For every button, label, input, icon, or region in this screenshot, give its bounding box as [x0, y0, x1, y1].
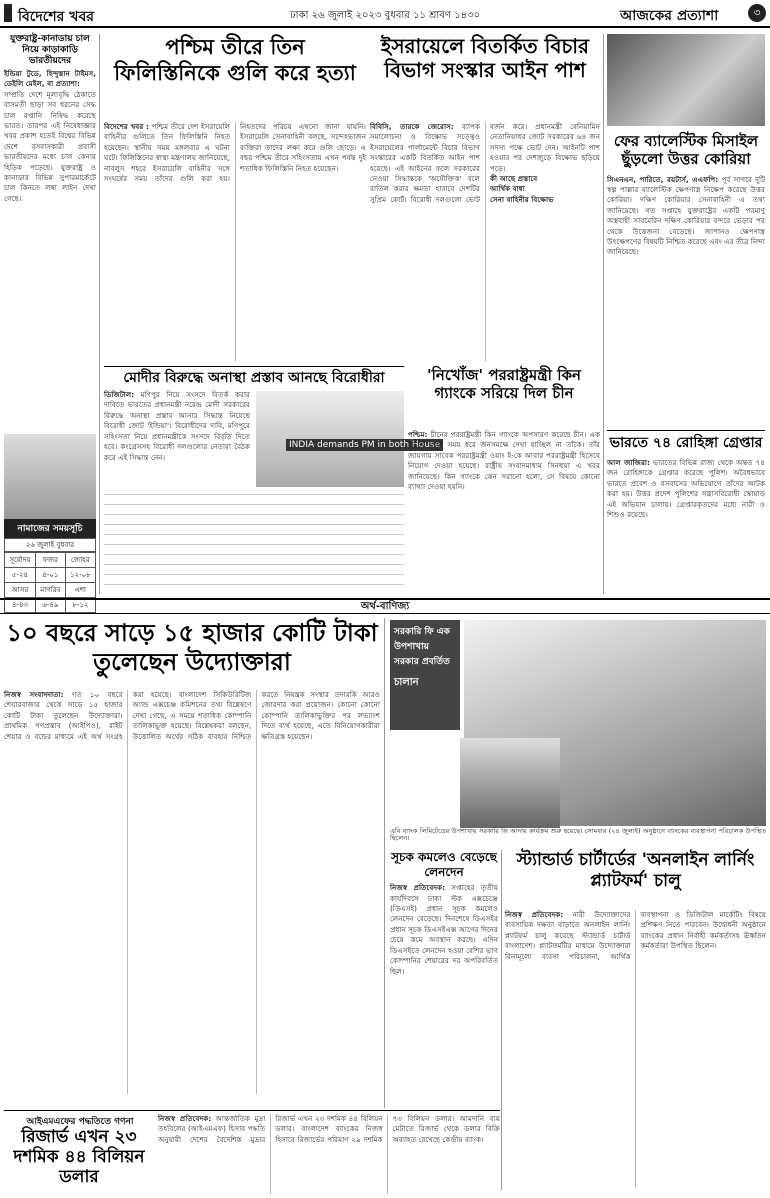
left-byline: ইন্ডিয়া টুডে, হিন্দুস্তান টাইমস, ডেইলি মেইল, বা প্রত্যাশা:	[4, 68, 96, 89]
prayer-time: ৪-৪৩	[5, 597, 36, 612]
story-dateline: বিদেশের খবর :	[104, 122, 149, 131]
story-rohingya	[607, 430, 765, 594]
prayer-time: ৬-৪৯	[35, 597, 65, 612]
story-dateline: পশ্চিম:	[408, 430, 428, 439]
story-dateline: নিজস্ব প্রতিবেদক:	[505, 910, 564, 919]
story-standard-chartered	[505, 850, 766, 1190]
section-bar	[0, 598, 770, 614]
prayer-time: ১২-০৮	[65, 567, 95, 582]
story-text: পূর্ব সাগরে দুটি স্বল্প পাল্লার ব্যালেস্টিক ক্ষেপণাস্ত্র নিক্ষেপ করেছে উত্তর কোরিয়া। দক্ষিণ কোরিয়ার সেনাবাহিনী এ তথ্য জানিয়েছে। গত সপ্তাহে যুক্তরাষ্ট্রের একটি পরমাণু অস্ত্রবাহী সাবমেরিন দক্ষিণ কোরিয়ার বন্দরে ভেড়ার পর থেকে উত্তেজনা বেড়েছে। জাপানও ক্ষেপণাস্ত্র উৎক্ষেপণের বিষয়টি নিশ্চিত করেছে এবং এর তীব্র নিন্দা জানিয়েছে।	[607, 174, 765, 257]
story-text: নারী উদ্যোক্তাদের ব্যবসায়িক দক্ষতা বাড়াতে অনলাইন লার্নিং প্ল্যাটফর্ম চালু করেছে স্ট্যান্ডার্ড চার্টার্ড বাংলাদেশ। প্ল্যাটফর্মটির মাধ্যমে উদ্যোক্তারা বিনামূল্যে ব্যবসা পরিচালনা, আর্থিক ব্যবস্থাপনা ও ডিজিটাল মার্কেটিং বিষয়ে প্রশিক্ষণ নিতে পারবেন। উদ্বোধনী অনুষ্ঠানে ব্যাংকের প্রধান নির্বাহী কর্মকর্তাসহ ঊর্ধ্বতন কর্মকর্তারা উপস্থিত ছিলেন।	[505, 910, 766, 961]
story-kicker: আইএমএফের পদ্ধতিতে গণনা	[26, 1117, 134, 1127]
story-body	[370, 122, 600, 362]
paper-name: আজকের প্রত্যাশা	[620, 8, 719, 24]
story-subhead: সেনা বাহিনীর বিক্ষোভ	[490, 194, 554, 204]
divider	[501, 850, 502, 1190]
tv-photo	[607, 34, 765, 126]
prayer-title: নামাজের সময়সূচি	[4, 519, 96, 538]
story-headline: মোদীর বিরুদ্ধে অনাস্থা প্রস্তাব আনছে বিরোধীরা	[123, 370, 385, 386]
story-headline: ফের ব্যালেস্টিক মিসাইল ছুঁড়লো উত্তর কোরিয়া	[613, 132, 759, 169]
story-body	[390, 883, 498, 1103]
prayer-date: ২৬ জুলাই বুধবার	[4, 538, 96, 552]
story-headline: স্ট্যান্ডার্ড চার্টার্ডের 'অনলাইন লার্নিং প্ল্যাটফর্ম' চালু	[516, 850, 755, 891]
photo-block	[390, 620, 766, 842]
page-number: ৩	[748, 4, 766, 22]
ad-line: সরকারি ফি এক	[394, 627, 450, 637]
story-body	[104, 122, 366, 362]
left-headline: যুক্তরাষ্ট্র-কানাডায় চাল নিয়ে কাড়াকাড়ি ভারতীয়দের	[10, 34, 90, 66]
left-body: সম্প্রতি দেশে মূল্যবৃদ্ধি ঠেকাতে বাসমতী ছাড়া সব ধরনের সেদ্ধ চাল রপ্তানি নিষিদ্ধ করেছে ভারত। তারপর এই নিষেধাজ্ঞার খবর প্রকাশ হতেই বিশ্বের বিভিন্ন দেশে বসবাসকারী প্রবাসী ভারতীয়দের মধ্যে চাল কেনার হিড়িক পড়েছে। যুক্তরাষ্ট্র ও কানাডার বিভিন্ন সুপারমার্কেটে চাল কিনতে লম্বা লাইন দেখা গেছে।	[4, 89, 96, 203]
ad-line: উপশাখায়	[394, 642, 429, 652]
dateline: ঢাকা ২৬ জুলাই ২০২৩ বুধবার ১১ শ্রাবণ ১৪৩০	[290, 10, 481, 21]
story-headline: 'নিখোঁজ' পররাষ্ট্রমন্ত্রী কিন গ্যাংকে সরিয়ে দিল চীন	[427, 366, 581, 403]
story-dateline: নিজস্ব প্রতিবেদক:	[158, 1114, 212, 1123]
story-dateline: নিজস্ব প্রতিবেদক:	[390, 883, 446, 893]
prayer-head: আসর	[5, 582, 36, 597]
story-headline: সূচক কমলেও বেড়েছে লেনদেন	[391, 850, 497, 879]
prayer-head: ফজর	[35, 552, 65, 567]
ad-brand: চালান	[394, 677, 419, 688]
story-headline: পশ্চিম তীরে তিন ফিলিস্তিনিকে গুলি করে হত্যা	[114, 34, 356, 85]
story-text: মণিপুর নিয়ে সংসদে বিতর্ক করার দাবিতে ভারতের প্রধানমন্ত্রী নরেন্দ্র মোদী সরকারের বিরুদ্ধে অনাস্থা প্রস্তাব আনার সিদ্ধান্ত নিয়েছে বিরোধী জোট 'ইন্ডিয়া'। বিরোধীদের দাবি, মণিপুরে সহিংসতা নিয়ে প্রধানমন্ত্রীকে সংসদে বিবৃতি দিতে হবে। কংগ্রেসসহ বিরোধী দলগুলোর নেতারা বৈঠক করে এই সিদ্ধান্ত নেন।	[104, 390, 250, 462]
story-body	[4, 690, 380, 1094]
story-dateline: সিএনএন, পারিতে, রয়টার্স, এএফপি:	[607, 174, 719, 184]
divider	[99, 34, 100, 594]
ad-line: সরকার প্রবর্তিত	[394, 657, 450, 667]
story-north-korea	[607, 34, 765, 429]
prayer-head: সূর্যোদয়	[5, 552, 36, 567]
photo-caption: এবি ব্যাংক লিমিটেডের উপশাখায় সরকারি ফি আদায় কার্যক্রম শুরু হয়েছে। সোমবার (২৪ জুলাই) অনুষ্ঠানে ব্যাংকের ব্যবস্থাপনা পরিচালক উপস্থিত ছিলেন।	[390, 827, 766, 842]
story-text: সপ্তাহের তৃতীয় কার্যদিবসে ঢাকা স্টক এক্সচেঞ্জে (ডিএসই) প্রধান সূচক কমলেও লেনদেন বেড়েছে। দিনশেষে ডিএসইর প্রধান সূচক ডিএসইএক্স আগের দিনের চেয়ে কমে অবস্থান করছে। এদিন ডিএসইতে লেনদেন হওয়া বেশির ভাগ কোম্পানির শেয়ারের দর অপরিবর্তিত ছিল।	[390, 883, 498, 976]
divider	[384, 618, 385, 1108]
prayer-head: মাগরিব	[35, 582, 65, 597]
story-west-bank	[104, 34, 366, 364]
story-headline: রিজার্ভ এখন ২৩ দশমিক ৪৪ বিলিয়ন ডলার	[13, 1127, 145, 1187]
left-column	[4, 34, 96, 609]
story-text: গত ১০ বছরে শেয়ারবাজার থেকে সাড়ে ১৫ হাজার কোটি টাকা তুলেছেন উদ্যোক্তারা। প্রাথমিক গণপ্রস্তাব (আইপিও), রাইট শেয়ার ও বন্ডের মাধ্যমে এই অর্থ সংগ্রহ করা হয়েছে। বাংলাদেশ সিকিউরিটিজ অ্যান্ড এক্সচেঞ্জ কমিশনের তথ্য বিশ্লেষণে দেখা গেছে, এ সময়ে শতাধিক কোম্পানি তালিকাভুক্ত হয়েছে। বিশ্লেষকরা বলছেন, উত্তোলিত অর্থের সঠিক ব্যবহার নিশ্চিত করতে নিয়ন্ত্রক সংস্থার তদারকি আরও জোরদার করা প্রয়োজন। কোনো কোনো কোম্পানি তালিকাভুক্তির পর লভ্যাংশ দিতে ব্যর্থ হয়েছে, এতে বিনিয়োগকারীরা ক্ষতিগ্রস্ত হয়েছেন।	[4, 690, 380, 741]
ad-banner	[390, 620, 460, 730]
inset-photo	[460, 738, 560, 828]
story-dateline: বিবিসি, তারকে জেরোস:	[370, 122, 454, 131]
section-bar-title: অর্থ-বাণিজ্য	[360, 601, 410, 612]
story-dateline: ডিজিটাল:	[104, 390, 135, 400]
story-dse	[390, 850, 498, 1110]
prayer-time: ৪-০১	[35, 567, 65, 582]
prayer-time: ৫-২৪	[5, 567, 36, 582]
story-israel-judicial	[370, 34, 600, 364]
story-headline: ভারতে ৭৪ রোহিঙ্গা গ্রেপ্তার	[609, 435, 763, 451]
story-text: ভারতের বিভিন্ন রাজ্য থেকে অন্তত ৭৪ জন রোহিঙ্গাকে গ্রেপ্তার করেছে পুলিশ। অবৈধভাবে ভারতে প্রবেশ ও বসবাসের অভিযোগে তাঁদের আটক করা হয়। উত্তর প্রদেশ পুলিশের সন্ত্রাসবিরোধী স্কোয়াড এই অভিযান চালায়। গ্রেপ্তারকৃতদের মধ্যে নারী ও শিশুও রয়েছে।	[607, 458, 765, 520]
story-body	[408, 430, 600, 590]
story-subhead: আর্থিক বাধা	[490, 184, 525, 194]
section-label	[4, 4, 12, 22]
story-dateline: নিজস্ব সংবাদদাতা:	[4, 690, 64, 699]
story-continued	[104, 494, 404, 590]
story-qin-gang	[408, 366, 600, 594]
divider	[603, 34, 604, 594]
story-ipo	[4, 618, 380, 1108]
story-text: চীনের পররাষ্ট্রমন্ত্রী কিন গ্যাংকে অপসারণ করেছে চীন। এক মাসের বেশি সময় ধরে জনসমক্ষে দেখা যাচ্ছিল না তাঁকে। তাঁর জায়গায় সাবেক পররাষ্ট্রমন্ত্রী ওয়াং ই-কে আবার পররাষ্ট্রমন্ত্রী হিসেবে নিয়োগ দেওয়া হয়েছে। রাষ্ট্রীয় সংবাদমাধ্যম সিনহুয়া এ খবর জানিয়েছে। কিন গ্যাংকে কেন সরানো হলো, সে বিষয়ে কোনো ব্যাখ্যা দেওয়া হয়নি।	[408, 430, 601, 492]
story-text: আন্তর্জাতিক মুদ্রা তহবিলের (আইএমএফ) হিসাব পদ্ধতি অনুযায়ী দেশের বৈদেশিক মুদ্রার রিজার্ভ এখন ২৩ দশমিক ৪৪ বিলিয়ন ডলার। বাংলাদেশ ব্যাংকের নিজস্ব হিসাবে রিজার্ভের পরিমাণ ২৯ দশমিক ৭৩ বিলিয়ন ডলার। আমদানি ব্যয় মেটাতে রিজার্ভ থেকে ডলার বিক্রি অব্যাহত রেখেছে কেন্দ্রীয় ব্যাংক।	[158, 1114, 500, 1144]
story-headline: ১০ বছরে সাড়ে ১৫ হাজার কোটি টাকা তুলেছেন উদ্যোক্তারা	[6, 618, 378, 677]
story-subhead: কী আছে প্রস্তাবে	[490, 174, 538, 184]
prayer-time: ৮-১২	[65, 597, 95, 612]
masthead	[0, 0, 770, 28]
story-text: পশ্চিম তীরে দেশ ইসরায়েলি বাহিনীর গুলিতে তিন ফিলিস্তিনি নিহত হয়েছেন। স্থানীয় সময় মঙ্গলবার এ ঘটনা ঘটে। ফিলিস্তিনের স্বাস্থ্য মন্ত্রণালয় জানিয়েছে, নাবলুস শহরে ইসরায়েলি বাহিনীর সঙ্গে সংঘর্ষের সময় তাঁদের গুলি করা হয়। নিহতদের পরিচয় এখনো জানা যায়নি। ইসরায়েলি সেনাবাহিনী বলছে, সন্দেহভাজন ব্যক্তিরা তাদের লক্ষ্য করে গুলি ছোড়ে। এ বছর পশ্চিম তীরে সহিংসতায় এখন পর্যন্ত দুই শতাধিক ফিলিস্তিনি নিহত হয়েছেন।	[104, 122, 366, 184]
story-headline: ইসরায়েলে বিতর্কিত বিচার বিভাগ সংস্কার আইন পাশ	[380, 34, 590, 83]
story-body	[607, 175, 765, 405]
story-body	[104, 390, 250, 490]
story-dateline: আল জাজিরা:	[607, 458, 650, 468]
story-text: ব্যাপক সমালোচনা ও বিক্ষোভ সত্ত্বেও ইসরায়েলের পার্লামেন্টে বিচার বিভাগ সংস্কারের একটি বিতর্কিত আইন পাশ হয়েছে। এই আইনের ফলে সরকারের নেওয়া সিদ্ধান্তকে 'অযৌক্তিক' বলে বাতিল করার ক্ষমতা হারাবে দেশটির সুপ্রিম কোর্ট। বিরোধী দলগুলো ভোট বর্জন করে। প্রধানমন্ত্রী বেনিয়ামিন নেতানিয়াহুর জোট সরকারের ৬৪ জন সদস্য পক্ষে ভোট দেন। আইনটি পাশ হওয়ার পর দেশজুড়ে বিক্ষোভ ছড়িয়ে পড়ে।	[370, 122, 600, 204]
story-body	[607, 458, 765, 520]
section-title: বিদেশের খবর	[18, 9, 94, 25]
story-body	[158, 1114, 500, 1194]
photo-caption: INDIA demands PM in both House	[286, 439, 443, 451]
story-body	[505, 910, 766, 1188]
mosque-image	[4, 434, 96, 519]
prayer-head: এশা	[65, 582, 95, 597]
story-reserve	[4, 1110, 500, 1194]
prayer-head: জোহর	[65, 552, 95, 567]
